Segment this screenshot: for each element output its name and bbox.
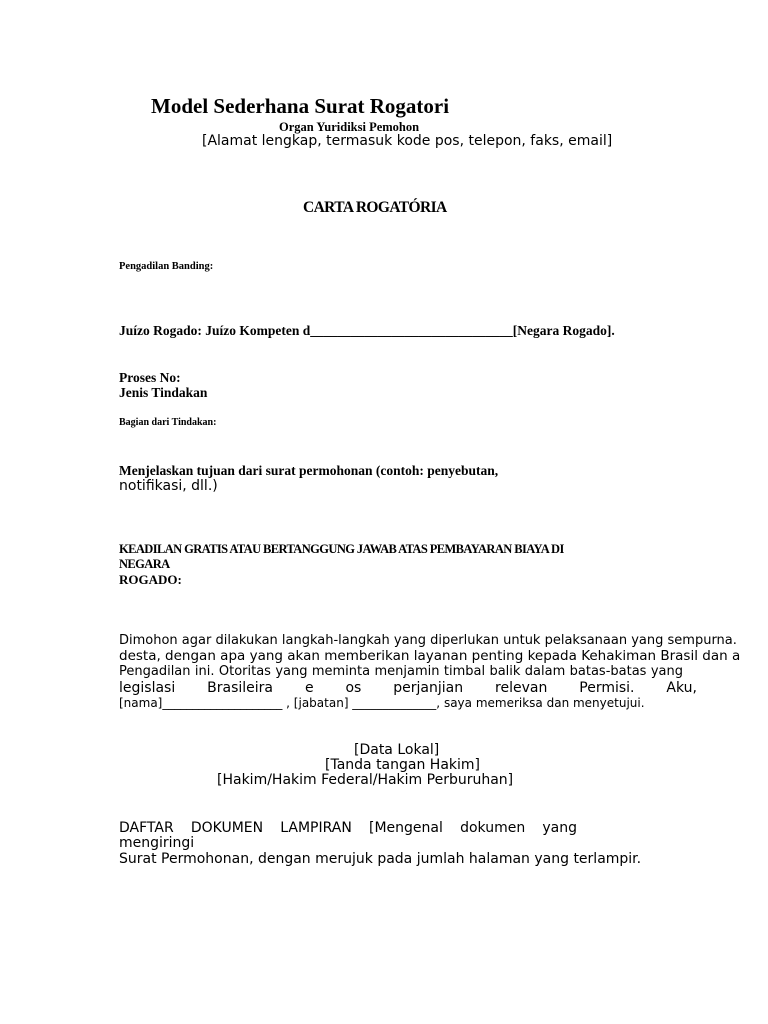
word: DAFTAR <box>119 820 174 836</box>
word: perjanjian <box>393 680 464 696</box>
request-line-3 <box>119 665 683 678</box>
free-justice-line-1: KEADILAN GRATIS ATAU BERTANGGUNG JAWAB ATAS PEMBAYARAN BIAYA DI <box>119 542 564 556</box>
document-title: CARTA ROGATÓRIA <box>303 199 447 216</box>
action-part-label: Bagian dari Tindakan: <box>119 417 217 428</box>
free-justice-line-2: NEGARA <box>119 557 170 571</box>
word: os <box>345 680 362 696</box>
request-line-5: [nama]____________________ , [jabatan] ______________, saya memeriksa dan menyetujui. <box>119 696 645 710</box>
word: dokumen <box>460 820 526 836</box>
word: Aku, <box>666 680 697 696</box>
requesting-organ: Organ Yuridiksi Pemohon <box>279 120 420 134</box>
address-placeholder: [Alamat lengkap, termasuk kode pos, telepon, faks, email] <box>202 133 613 149</box>
word: legislasi <box>119 680 176 696</box>
word: timbal <box>443 664 486 679</box>
attachments-line-3: Surat Permohonan, dengan merujuk pada jumlah halaman yang terlampir. <box>119 851 642 867</box>
word: yang <box>650 664 683 679</box>
process-number-label: Proses No: <box>119 370 181 385</box>
word: menjamin <box>374 664 440 679</box>
word: batas-batas <box>569 664 647 679</box>
word: [Mengenal <box>369 820 443 836</box>
request-line-1: Dimohon agar dilakukan langkah-langkah yang diperlukan untuk pelaksanaan yang sempurna. <box>119 633 737 648</box>
request-line-4 <box>119 681 697 695</box>
attachments-line-1 <box>119 821 577 835</box>
word: Permisi. <box>579 680 635 696</box>
word: ini. <box>194 664 215 679</box>
purpose-line-1: Menjelaskan tujuan dari surat permohonan (contoh: penyebutan, <box>119 463 499 478</box>
free-justice-line-3: ROGADO: <box>119 572 182 587</box>
word: relevan <box>495 680 548 696</box>
judge-title-placeholder: [Hakim/Hakim Federal/Hakim Perburuhan] <box>217 772 514 788</box>
word: e <box>304 680 314 696</box>
attachments-line-2: mengiringi <box>119 835 195 851</box>
action-type-label: Jenis Tindakan <box>119 385 208 400</box>
word: yang <box>542 820 577 836</box>
word: meminta <box>311 664 371 679</box>
request-line-2: desta, dengan apa yang akan memberikan layanan penting kepada Kehakiman Brasil dan a <box>119 648 741 664</box>
judge-signature-placeholder: [Tanda tangan Hakim] <box>325 757 480 773</box>
requested-court-line: Juízo Rogado: Juízo Kompeten d______________________________[Negara Rogado]. <box>119 323 615 338</box>
court-of-appeal-label: Pengadilan Banding: <box>119 261 214 272</box>
word: dalam <box>524 664 566 679</box>
word: yang <box>275 664 308 679</box>
word: Pengadilan <box>119 664 191 679</box>
date-place-placeholder: [Data Lokal] <box>354 742 440 758</box>
word: balik <box>489 664 521 679</box>
word: LAMPIRAN <box>280 820 352 836</box>
document-heading: Model Sederhana Surat Rogatori <box>151 94 450 118</box>
purpose-line-2: notifikasi, dll.) <box>119 478 218 494</box>
word: Otoritas <box>218 664 271 679</box>
word: Brasileira <box>207 680 274 696</box>
word: DOKUMEN <box>190 820 264 836</box>
